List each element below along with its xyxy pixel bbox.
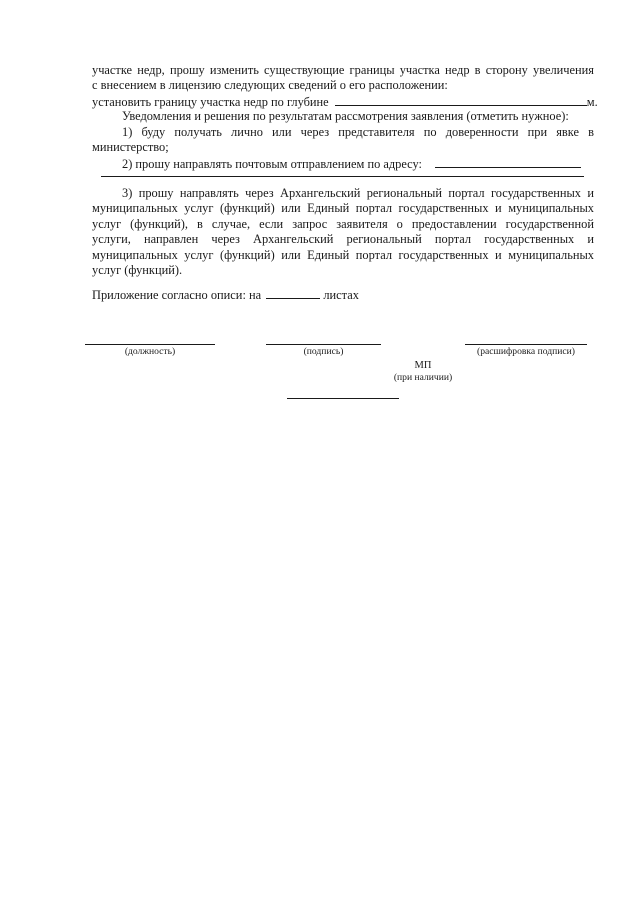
option-3-line-5: муниципальных услуг (функций) или Единый портал государственных и муниципальных (92, 248, 594, 262)
stamp-note: (при наличии) (393, 372, 453, 383)
position-caption: (должность) (124, 346, 176, 357)
signature-decoding-caption: (расшифровка подписи) (477, 346, 575, 357)
signature-caption: (подпись) (303, 346, 344, 357)
option-3-line-3: услуг (функций), в случае, если запрос заявителя о предоставлении государственной (92, 217, 594, 231)
position-signature-line[interactable] (85, 344, 215, 345)
depth-line (92, 94, 598, 110)
attachment-label: Приложение согласно описи: на (92, 288, 262, 302)
stamp-label: МП (414, 360, 432, 371)
option-3-line-6: услуг (функций). (92, 263, 183, 277)
sheets-count-blank-field[interactable] (266, 287, 320, 299)
option-3-line-4: услуги, направлен через Архангельский региональный портал государственных и (92, 232, 594, 246)
depth-unit: м. (586, 95, 598, 109)
address-blank-field[interactable] (435, 156, 581, 168)
text-line-2: с внесением в лицензию следующих сведений о его расположении: (92, 78, 448, 92)
option-2-line (122, 156, 594, 172)
option-3-line-1: 3) прошу направлять через Архангельский региональный портал государственных и (122, 186, 594, 200)
date-line[interactable] (287, 398, 399, 399)
depth-blank-field[interactable] (335, 94, 587, 106)
signature-line[interactable] (266, 344, 381, 345)
attachment-line (92, 287, 594, 303)
address-continuation-line[interactable] (101, 176, 584, 177)
attachment-unit: листах (323, 288, 359, 302)
option-2-label: 2) прошу направлять почтовым отправлением по адресу: (122, 157, 422, 171)
text-line-1: участке недр, прошу изменить существующие границы участка недр в сторону увеличения (92, 63, 594, 77)
option-3-line-2: муниципальных услуг (функций) или Единый портал государственных и муниципальных (92, 201, 594, 215)
signature-decoding-line[interactable] (465, 344, 587, 345)
option-1-line-2: министерство; (92, 140, 169, 154)
notification-heading: Уведомления и решения по результатам рассмотрения заявления (отметить нужное): (122, 109, 569, 123)
depth-label: установить границу участка недр по глубине (92, 95, 329, 109)
option-1-line-1: 1) буду получать лично или через представителя по доверенности при явке в (122, 125, 594, 139)
